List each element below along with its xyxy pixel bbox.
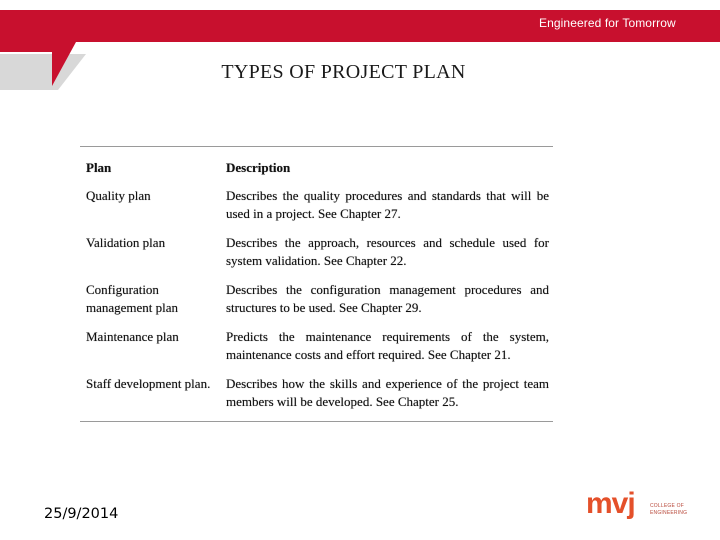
slide-date: 25/9/2014 (44, 506, 119, 522)
table-row (80, 234, 553, 281)
plan-table (80, 146, 553, 422)
table-row (80, 375, 553, 421)
header-tagline: Engineered for Tomorrow (539, 16, 676, 30)
college-logo (586, 487, 706, 530)
plan-cell: Quality plan (86, 188, 151, 203)
table-row (80, 187, 553, 234)
description-cell: Predicts the maintenance requirements of the system, maintenance costs and effort required. See Chapter 21. (226, 329, 549, 362)
description-cell: Describes the approach, resources and schedule used for system validation. See Chapter 22. (226, 235, 549, 268)
logo-line-2: ENGINEERING (650, 510, 688, 516)
logo-line-1: COLLEGE OF (650, 503, 684, 509)
description-cell: Describes the quality procedures and standards that will be used in a project. See Chapter 27. (226, 188, 549, 221)
column-header-description: Description (226, 160, 291, 175)
column-header-plan: Plan (86, 160, 112, 175)
description-cell: Describes how the skills and experience of the project team members will be developed. See Chapter 25. (226, 376, 549, 409)
slide-title: TYPES OF PROJECT PLAN (221, 61, 466, 83)
description-cell: Describes the configuration management procedures and structures to be used. See Chapter 29. (226, 282, 549, 315)
plan-cell: Maintenance plan (86, 329, 179, 344)
table-row (80, 281, 553, 328)
table-row (80, 328, 553, 375)
logo-wordmark: mvj (586, 487, 635, 520)
plan-cell: Configuration management plan (86, 282, 179, 315)
table-header-row (80, 147, 553, 187)
plan-cell: Staff development plan. (86, 376, 211, 391)
plan-cell: Validation plan (86, 235, 166, 250)
